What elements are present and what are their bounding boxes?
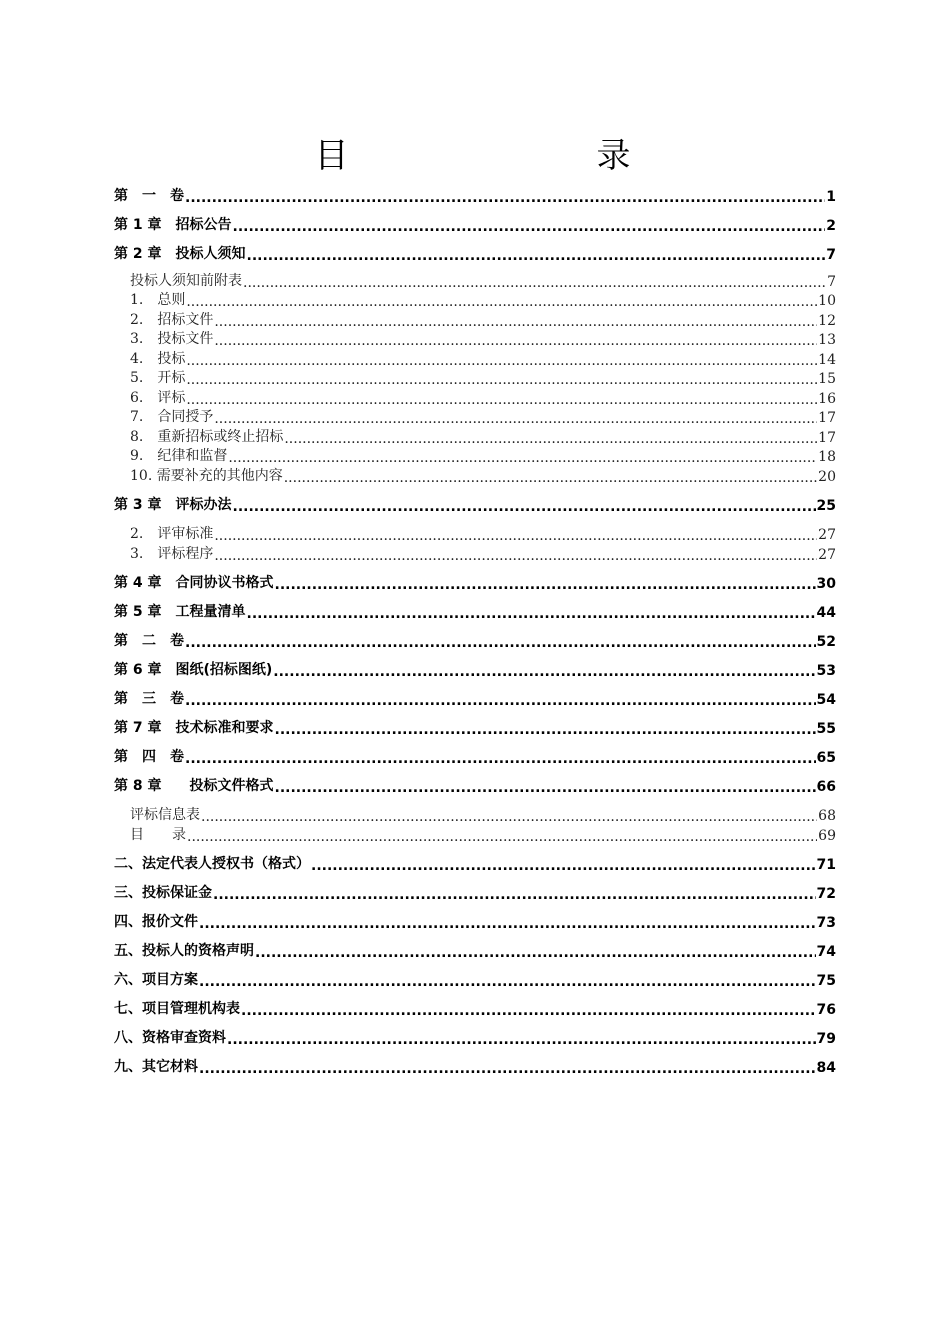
toc-entry-label: 10. 需要补充的其他内容 [130,468,283,484]
toc-entry-label: 第 8 章 投标文件格式 [114,778,274,794]
toc-entry-label: 第 二 卷 [114,633,184,649]
toc-entry-page-number: 2 [826,218,836,234]
toc-entry-label: 四、报价文件 [114,914,198,930]
toc-entry[interactable] [130,544,836,563]
toc-entry[interactable] [130,427,836,446]
toc-entry-page-number: 15 [818,371,836,387]
toc-entry-label: 投标人须知前附表 [130,273,242,289]
toc-entry[interactable] [130,825,836,844]
toc-entry-label: 第 三 卷 [114,691,184,707]
toc-dot-leader [186,354,817,368]
toc-entry-label: 八、资格审查资料 [114,1030,226,1046]
toc-dot-leader [273,665,815,679]
toc-dot-leader [243,276,826,290]
toc-dot-leader [233,500,816,514]
toc-entry-label: 第 7 章 技术标准和要求 [114,720,274,736]
toc-dot-leader [214,334,817,348]
toc-entry-page-number: 65 [816,750,836,766]
toc-entry-page-number: 7 [827,274,836,290]
toc-entry-label: 第 一 卷 [114,188,184,204]
toc-dot-leader [247,249,826,263]
toc-entry-label: 6. 评标 [130,390,186,406]
toc-entry[interactable] [114,746,836,766]
toc-dot-leader [199,917,816,931]
toc-entry-label: 9. 纪律和监督 [130,448,228,464]
toc-dot-leader [185,191,825,205]
toc-entry-label: 3. 评标程序 [130,546,214,562]
toc-entry-page-number: 74 [816,944,836,960]
toc-entry[interactable] [114,572,836,592]
toc-entry[interactable] [130,329,836,348]
toc-entry-label: 三、投标保证金 [114,885,212,901]
toc-dot-leader [213,888,816,902]
toc-entry-page-number: 18 [818,449,836,465]
toc-entry-label: 3. 投标文件 [130,331,214,347]
toc-entry[interactable] [114,911,836,931]
toc-entry[interactable] [114,630,836,650]
toc-entry-page-number: 12 [818,313,836,329]
toc-dot-leader [255,946,816,960]
toc-entry-page-number: 14 [818,352,836,368]
toc-entry-page-number: 1 [826,189,836,205]
toc-entry-label: 5. 开标 [130,370,186,386]
toc-entry[interactable] [130,388,836,407]
toc-entry-page-number: 71 [816,857,836,873]
toc-entry-label: 8. 重新招标或终止招标 [130,429,284,445]
toc-entry-label: 第 6 章 图纸(招标图纸) [114,662,273,678]
toc-entry-page-number: 76 [816,1002,836,1018]
toc-entry-page-number: 30 [816,576,836,592]
toc-entry[interactable] [114,494,836,514]
toc-entry[interactable] [130,805,836,824]
toc-entry-page-number: 17 [818,430,836,446]
toc-entry-page-number: 17 [818,410,836,426]
toc-entry[interactable] [114,1056,836,1076]
toc-entry[interactable] [114,601,836,621]
toc-entry-label: 7. 合同授予 [130,409,214,425]
toc-entry[interactable] [130,349,836,368]
toc-dot-leader [247,607,816,621]
toc-entry[interactable] [114,998,836,1018]
toc-entry[interactable] [130,407,836,426]
toc-entry-label: 第 3 章 评标办法 [114,497,232,513]
toc-entry-label: 2. 招标文件 [130,312,214,328]
toc-entry-page-number: 7 [826,247,836,263]
toc-entry-page-number: 53 [816,663,836,679]
toc-entry-page-number: 54 [816,692,836,708]
toc-entry-label: 第 2 章 投标人须知 [114,246,246,262]
toc-entry-label: 第 1 章 招标公告 [114,217,232,233]
toc-entry-label: 目 录 [130,827,186,843]
toc-entry[interactable] [114,940,836,960]
toc-entry-label: 七、项目管理机构表 [114,1001,240,1017]
toc-dot-leader [275,723,816,737]
toc-dot-leader [185,752,816,766]
toc-entry[interactable] [114,659,836,679]
toc-dot-leader [284,432,817,446]
toc-entry-page-number: 73 [816,915,836,931]
toc-dot-leader [214,529,817,543]
toc-dot-leader [228,451,817,465]
toc-entry[interactable] [114,882,836,902]
toc-dot-leader [275,781,816,795]
toc-entry-page-number: 79 [816,1031,836,1047]
toc-entry-page-number: 25 [816,498,836,514]
toc-dot-leader [201,810,817,824]
toc-dot-leader [275,578,816,592]
toc-dot-leader [187,830,817,844]
toc-entry-label: 评标信息表 [130,807,200,823]
toc-entry[interactable] [114,969,836,989]
toc-dot-leader [185,636,816,650]
toc-entry-page-number: 52 [816,634,836,650]
toc-dot-leader [214,412,817,426]
toc-entry-page-number: 75 [816,973,836,989]
toc-entry[interactable] [130,368,836,387]
toc-entry-label: 2. 评审标准 [130,526,214,542]
toc-entry[interactable] [130,466,836,485]
toc-entry-page-number: 44 [816,605,836,621]
toc-entry-page-number: 68 [818,808,836,824]
toc-dot-leader [185,694,816,708]
toc-entry-page-number: 27 [818,547,836,563]
toc-entry-page-number: 66 [816,779,836,795]
toc-entry-label: 九、其它材料 [114,1059,198,1075]
toc-entry[interactable] [114,775,836,795]
toc-entry[interactable] [114,1027,836,1047]
toc-entry[interactable] [130,271,836,290]
toc-entry[interactable] [114,688,836,708]
toc-entry-label: 第 四 卷 [114,749,184,765]
toc-dot-leader [214,549,817,563]
toc-entry-label: 第 4 章 合同协议书格式 [114,575,274,591]
toc-entry[interactable] [130,290,836,309]
toc-entry[interactable] [130,524,836,543]
toc-entry[interactable] [114,853,836,873]
toc-entry[interactable] [130,446,836,465]
toc-entry[interactable] [114,214,836,234]
toc-entry-page-number: 72 [816,886,836,902]
page-title: 目 录 [314,136,691,176]
toc-entry-label: 4. 投标 [130,351,186,367]
toc-dot-leader [241,1004,816,1018]
toc-entry[interactable] [114,717,836,737]
toc-entry-page-number: 13 [818,332,836,348]
toc-dot-leader [284,471,817,485]
toc-entry-page-number: 16 [818,391,836,407]
toc-dot-leader [186,393,817,407]
toc-entry-label: 二、法定代表人授权书（格式） [114,856,310,872]
toc-dot-leader [227,1033,816,1047]
toc-entry-label: 五、投标人的资格声明 [114,943,254,959]
toc-dot-leader [311,859,816,873]
toc-entry-page-number: 69 [818,828,836,844]
toc-dot-leader [199,975,816,989]
toc-entry-label: 1. 总则 [130,292,186,308]
toc-dot-leader [186,295,817,309]
toc-entry-page-number: 20 [818,469,836,485]
toc-entry-page-number: 55 [816,721,836,737]
toc-entry[interactable] [114,185,836,205]
toc-entry-label: 第 5 章 工程量清单 [114,604,246,620]
toc-entry-page-number: 10 [818,293,836,309]
toc-dot-leader [214,315,817,329]
toc-dot-leader [233,220,826,234]
toc-entry-page-number: 84 [816,1060,836,1076]
toc-dot-leader [186,373,817,387]
toc-entry[interactable] [114,243,836,263]
toc-entry-page-number: 27 [818,527,836,543]
toc-dot-leader [199,1062,816,1076]
toc-entry[interactable] [130,310,836,329]
toc-entry-label: 六、项目方案 [114,972,198,988]
